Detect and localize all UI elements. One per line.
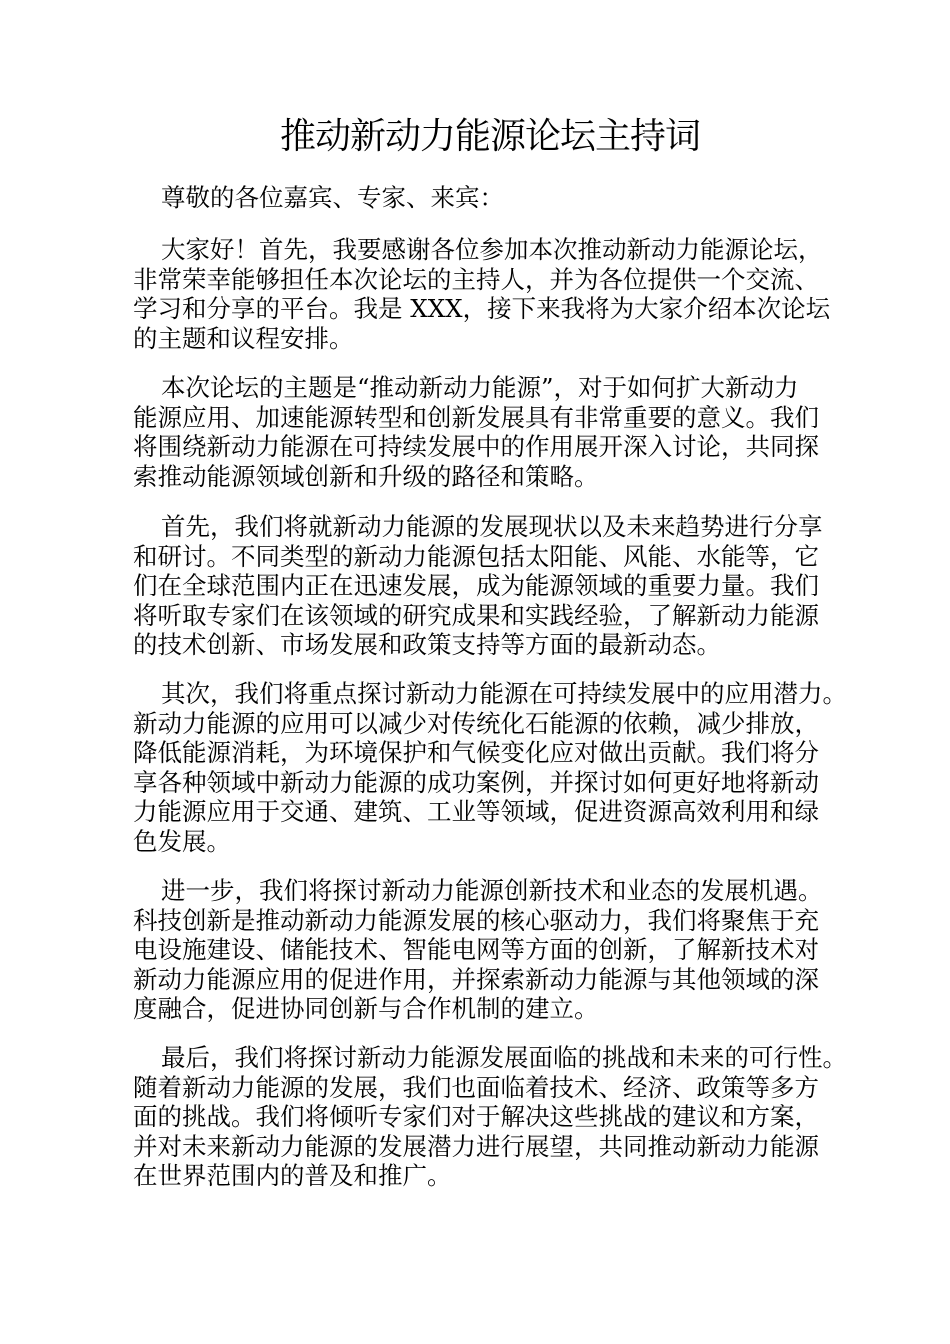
paragraph-line: 并对未来新动力能源的发展潜力进行展望，共同推动新动力能源 — [133, 1131, 819, 1161]
paragraph-line: 度融合，促进协同创新与合作机制的建立。 — [133, 994, 599, 1023]
paragraph-line: 新动力能源的应用可以减少对传统化石能源的依赖，减少排放， — [133, 708, 819, 738]
paragraph-line: 索推动能源领域创新和升级的路径和策略。 — [133, 461, 599, 491]
paragraph-line: 的技术创新、市场发展和政策支持等方面的最新动态。 — [133, 630, 721, 659]
paragraph-1 — [133, 235, 873, 353]
paragraph-2 — [133, 373, 873, 491]
paragraph-line: 将听取专家们在该领域的研究成果和实践经验，了解新动力能源 — [133, 600, 819, 630]
paragraph-line: 学习和分享的平台。我是 XXX，接下来我将为大家介绍本次论坛 — [133, 294, 831, 323]
paragraph-6 — [133, 1043, 873, 1191]
paragraph-line: 科技创新是推动新动力能源发展的核心驱动力，我们将聚焦于充 — [133, 905, 819, 935]
paragraph-line: 享各种领域中新动力能源的成功案例，并探讨如何更好地将新动 — [133, 767, 819, 797]
paragraph-line: 将围绕新动力能源在可持续发展中的作用展开深入讨论，共同探 — [133, 432, 819, 461]
paragraph-line: 其次，我们将重点探讨新动力能源在可持续发展中的应用潜力。 — [161, 679, 847, 708]
paragraph-line: 面的挑战。我们将倾听专家们对于解决这些挑战的建议和方案， — [133, 1102, 819, 1131]
paragraph-5 — [133, 876, 873, 1024]
paragraph-3 — [133, 512, 873, 660]
salutation-line: 尊敬的各位嘉宾、专家、来宾： — [161, 183, 504, 212]
paragraph-line: 首先，我们将就新动力能源的发展现状以及未来趋势进行分享 — [161, 512, 823, 541]
paragraph-line: 们在全球范围内正在迅速发展，成为能源领域的重要力量。我们 — [133, 571, 819, 600]
document-title: 推动新动力能源论坛主持词 — [279, 116, 700, 157]
paragraph-line: 能源应用、加速能源转型和创新发展具有非常重要的意义。我们 — [133, 402, 819, 432]
salutation — [133, 183, 873, 213]
paragraph-line: 力能源应用于交通、建筑、工业等领域，促进资源高效利用和绿 — [133, 797, 819, 826]
paragraph-line: 色发展。 — [133, 826, 231, 856]
paragraph-line: 非常荣幸能够担任本次论坛的主持人，并为各位提供一个交流、 — [133, 264, 819, 294]
paragraph-line: 大家好！首先，我要感谢各位参加本次推动新动力能源论坛， — [161, 235, 823, 264]
paragraph-line: 电设施建设、储能技术、智能电网等方面的创新，了解新技术对 — [133, 935, 819, 964]
paragraph-line: 在世界范围内的普及和推广。 — [133, 1161, 452, 1190]
paragraph-line: 的主题和议程安排。 — [133, 323, 354, 353]
paragraph-4 — [133, 679, 873, 856]
paragraph-line: 和研讨。不同类型的新动力能源包括太阳能、风能、水能等，它 — [133, 541, 819, 571]
paragraph-line: 进一步，我们将探讨新动力能源创新技术和业态的发展机遇。 — [161, 876, 823, 905]
paragraph-line: 降低能源消耗，为环境保护和气候变化应对做出贡献。我们将分 — [133, 738, 819, 767]
paragraph-line: 新动力能源应用的促进作用，并探索新动力能源与其他领域的深 — [133, 964, 819, 994]
paragraph-line: 最后，我们将探讨新动力能源发展面临的挑战和未来的可行性。 — [161, 1043, 847, 1072]
paragraph-line: 本次论坛的主题是“推动新动力能源”，对于如何扩大新动力 — [161, 373, 799, 402]
paragraph-line: 随着新动力能源的发展，我们也面临着技术、经济、政策等多方 — [133, 1072, 819, 1102]
